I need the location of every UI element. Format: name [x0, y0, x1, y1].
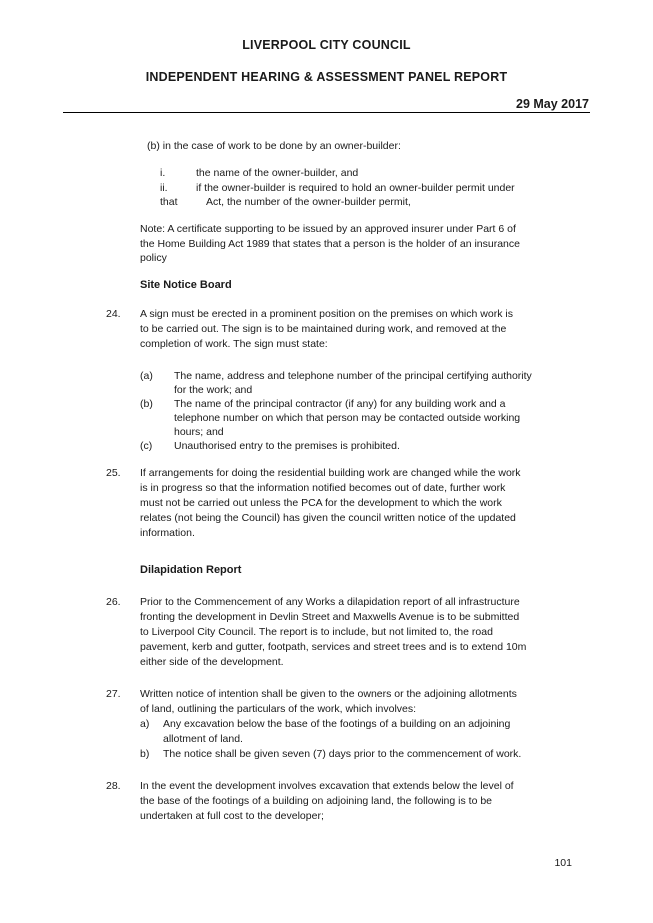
condition-25-line: information. [140, 527, 195, 539]
subitem-line: for the work; and [174, 384, 253, 396]
condition-25-line: is in progress so that the information notified becomes out of date, further work [140, 482, 506, 494]
condition-number: 28. [106, 780, 121, 792]
condition-26-line: either side of the development. [140, 656, 284, 668]
report-title: INDEPENDENT HEARING & ASSESSMENT PANEL REPORT [145, 70, 508, 84]
condition-26-line: Prior to the Commencement of any Works a dilapidation report of all infrastructure [140, 596, 520, 608]
condition-25-line: must not be carried out unless the PCA for the development to which the work [140, 497, 502, 509]
condition-26-line: to Liverpool City Council. The report is to include, but not limited to, the road [140, 626, 493, 638]
condition-27-line: of land, outlining the particulars of the work, which involves: [140, 703, 417, 715]
condition-number: 25. [106, 467, 121, 479]
subitem-line: hours; and [174, 426, 224, 438]
owner-builder-intro: (b) in the case of work to be done by an owner-builder: [147, 140, 401, 152]
subitem-line: The name of the principal contractor (if any) for any building work and a [174, 398, 506, 410]
owner-builder-item-text: Act, the number of the owner-builder permit, [206, 196, 411, 208]
owner-builder-item-text: if the owner-builder is required to hold an owner-builder permit under [196, 182, 515, 194]
subitem-number: a) [140, 718, 150, 730]
condition-26-line: pavement, kerb and gutter, footpath, services and street trees and is to extend 10m [140, 641, 527, 653]
condition-24-line: A sign must be erected in a prominent position on the premises on which work is [140, 308, 513, 320]
section-heading-site-notice: Site Notice Board [140, 279, 232, 291]
subitem-line: Any excavation below the base of the footings of a building on an adjoining [163, 718, 511, 730]
condition-25-line: If arrangements for doing the residential building work are changed while the work [140, 467, 521, 479]
page-number: 101 [554, 857, 572, 869]
condition-28-line: the base of the footings of a building on adjoining land, the following is to be [140, 795, 493, 807]
condition-25-line: relates (not being the Council) has given the council written notice of the updated [140, 512, 516, 524]
owner-builder-item-num: i. [160, 167, 166, 179]
condition-number: 24. [106, 308, 121, 320]
owner-builder-item-text: the name of the owner-builder, and [196, 167, 359, 179]
report-date: 29 May 2017 [516, 97, 589, 111]
header-rule [63, 112, 590, 113]
subitem-number: (a) [140, 370, 153, 382]
subitem-line: The name, address and telephone number of the principal certifying authority [174, 370, 532, 382]
condition-28-line: undertaken at full cost to the developer; [140, 810, 324, 822]
council-title: LIVERPOOL CITY COUNCIL [242, 38, 411, 52]
condition-number: 26. [106, 596, 121, 608]
subitem-line: allotment of land. [163, 733, 243, 745]
condition-24-line: completion of work. The sign must state: [140, 338, 328, 350]
owner-builder-item-num: ii. [160, 182, 168, 194]
subitem-number: (b) [140, 398, 153, 410]
section-heading-dilapidation: Dilapidation Report [140, 564, 242, 576]
subitem-number: (c) [140, 440, 153, 452]
subitem-line: The notice shall be given seven (7) days prior to the commencement of work. [163, 748, 522, 760]
condition-28-line: In the event the development involves excavation that extends below the level of [140, 780, 514, 792]
owner-builder-item-num: that [160, 196, 178, 208]
condition-number: 27. [106, 688, 121, 700]
subitem-line: telephone number on which that person may be contacted outside working [174, 412, 521, 424]
note-line: Note: A certificate supporting to be issued by an approved insurer under Part 6 of [140, 223, 516, 235]
subitem-line: Unauthorised entry to the premises is prohibited. [174, 440, 400, 452]
condition-26-line: fronting the development in Devlin Street and Maxwells Avenue is to be submitted [140, 611, 520, 623]
condition-24-line: to be carried out. The sign is to be maintained during work, and removed at the [140, 323, 507, 335]
subitem-number: b) [140, 748, 150, 760]
condition-27-line: Written notice of intention shall be given to the owners or the adjoining allotments [140, 688, 517, 700]
note-line: policy [140, 252, 167, 264]
note-line: the Home Building Act 1989 that states that a person is the holder of an insurance [140, 238, 520, 250]
